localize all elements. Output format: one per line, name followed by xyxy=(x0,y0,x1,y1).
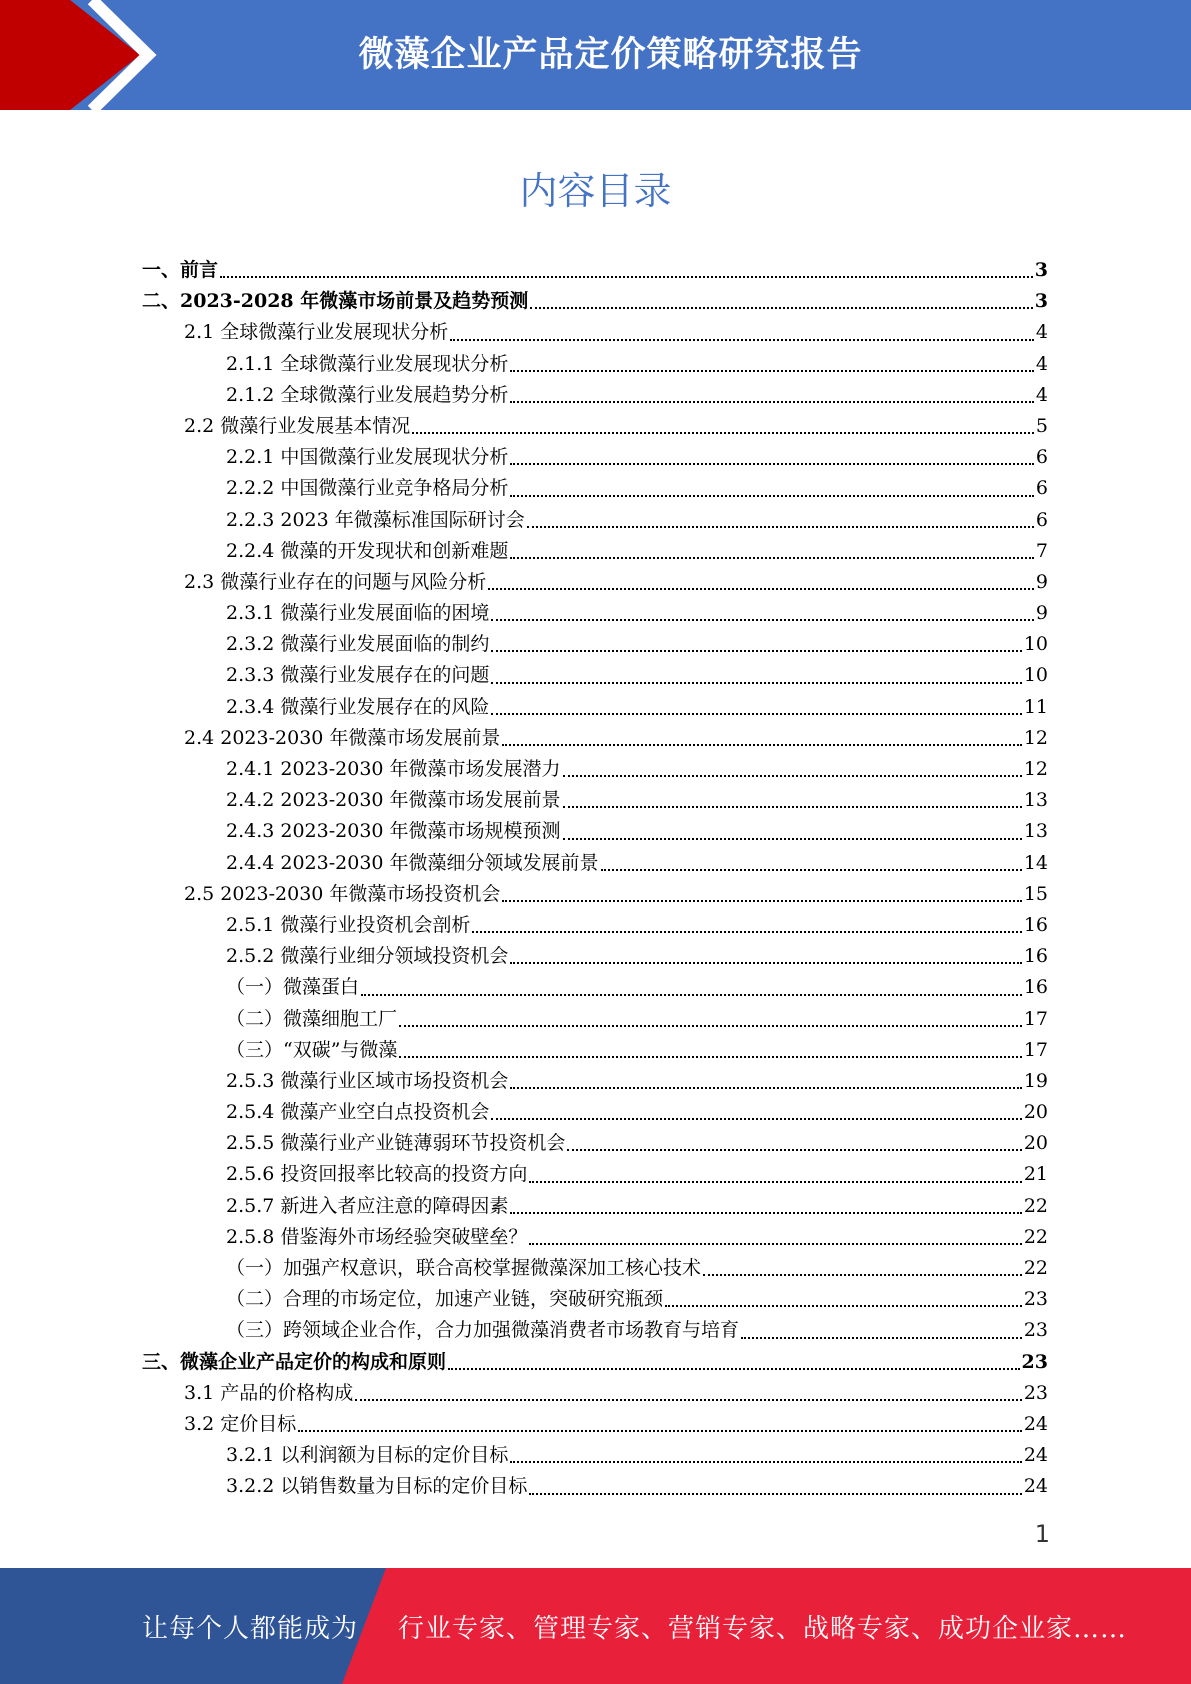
toc-entry[interactable] xyxy=(142,1315,1048,1346)
toc-entry[interactable] xyxy=(142,879,1048,910)
toc-entry-page: 4 xyxy=(1035,383,1048,406)
toc-entry[interactable] xyxy=(142,1222,1048,1253)
toc-dot-leader xyxy=(510,1461,1021,1463)
toc-entry-title: 3.2.1 以利润额为目标的定价目标 xyxy=(226,1444,509,1467)
toc-entry-title: 2.5.3 微藻行业区域市场投资机会 xyxy=(226,1069,509,1092)
toc-dot-leader xyxy=(220,276,1033,278)
toc-entry-title: 一、前言 xyxy=(142,259,219,281)
toc-dot-leader xyxy=(491,650,1021,652)
toc-dot-leader xyxy=(491,619,1034,621)
toc-entry-page: 13 xyxy=(1023,820,1048,843)
toc-entry-title: 2.4.1 2023-2030 年微藻市场发展潜力 xyxy=(226,758,561,780)
toc-entry-page: 23 xyxy=(1023,1381,1048,1404)
toc-entry-title: 2.1.2 全球微藻行业发展趋势分析 xyxy=(226,383,509,406)
toc-entry-page: 14 xyxy=(1023,851,1048,874)
toc-entry-page: 16 xyxy=(1023,976,1048,999)
toc-entry-page: 9 xyxy=(1035,570,1048,593)
toc-entry[interactable] xyxy=(142,411,1048,442)
toc-entry[interactable] xyxy=(142,1097,1048,1128)
toc-entry[interactable] xyxy=(142,754,1048,785)
toc-entry[interactable] xyxy=(142,1004,1048,1035)
toc-entry-page: 22 xyxy=(1023,1257,1048,1279)
toc-entry[interactable] xyxy=(142,1253,1048,1284)
toc-entry-page: 3 xyxy=(1034,290,1048,313)
toc-dot-leader xyxy=(491,682,1021,684)
page-number: 1 xyxy=(1034,1520,1050,1548)
toc-entry-page: 10 xyxy=(1023,664,1048,687)
header-band xyxy=(0,0,1191,110)
toc-entry[interactable] xyxy=(142,1378,1048,1409)
toc-dot-leader xyxy=(510,370,1034,372)
toc-entry-page: 9 xyxy=(1035,602,1048,625)
toc-entry-page: 4 xyxy=(1035,352,1048,375)
toc-dot-leader xyxy=(567,1149,1021,1151)
toc-entry-page: 5 xyxy=(1035,414,1048,437)
toc-entry[interactable] xyxy=(142,941,1048,972)
toc-dot-leader xyxy=(529,1493,1021,1495)
toc-entry-title: 3.2 定价目标 xyxy=(184,1412,297,1435)
toc-dot-leader xyxy=(510,401,1034,403)
toc-entry-page: 20 xyxy=(1023,1132,1048,1155)
toc-entry[interactable] xyxy=(142,785,1048,816)
toc-entry-title: 2.4.2 2023-2030 年微藻市场发展前景 xyxy=(226,789,561,812)
toc-entry-page: 6 xyxy=(1035,446,1048,469)
toc-entry-title: 2.5.5 微藻行业产业链薄弱环节投资机会 xyxy=(226,1132,566,1155)
report-title: 微藻企业产品定价策略研究报告 xyxy=(358,35,863,75)
toc-entry[interactable] xyxy=(142,505,1048,536)
toc-entry-page: 11 xyxy=(1023,695,1048,718)
footer-slogan-left: 让每个人都能成为 xyxy=(142,1613,359,1644)
toc-entry[interactable] xyxy=(142,1191,1048,1222)
toc-entry-title: （三）跨领域企业合作，合力加强微藻消费者市场教育与培育 xyxy=(226,1319,740,1342)
toc-entry-title: 2.1 全球微藻行业发展现状分析 xyxy=(184,321,449,344)
toc-entry-title: （一）加强产权意识，联合高校掌握微藻深加工核心技术 xyxy=(226,1257,702,1279)
toc-entry-title: （二）合理的市场定位，加速产业链，突破研究瓶颈 xyxy=(226,1288,664,1311)
toc-entry-title: 2.2.2 中国微藻行业竞争格局分析 xyxy=(226,477,509,500)
toc-entry[interactable] xyxy=(142,1284,1048,1315)
toc-entry-page: 20 xyxy=(1023,1101,1048,1124)
toc-entry[interactable] xyxy=(142,473,1048,504)
toc-entry[interactable] xyxy=(142,1035,1048,1066)
toc-entry[interactable] xyxy=(142,1066,1048,1097)
toc-entry-page: 23 xyxy=(1021,1350,1048,1373)
toc-entry-title: （二）微藻细胞工厂 xyxy=(226,1007,398,1030)
toc-dot-leader xyxy=(448,1368,1020,1370)
footer-band xyxy=(0,1568,1191,1684)
footer-slogan-right: 行业专家、管理专家、营销专家、战略专家、成功企业家…… xyxy=(398,1613,1128,1644)
toc-dot-leader xyxy=(450,339,1034,341)
toc-dot-leader xyxy=(399,1056,1021,1058)
toc-entry[interactable] xyxy=(142,317,1048,348)
toc-dot-leader xyxy=(529,1243,1021,1245)
toc-entry[interactable] xyxy=(142,848,1048,879)
toc-entry-page: 17 xyxy=(1023,1038,1048,1061)
toc-entry-page: 22 xyxy=(1023,1194,1048,1217)
toc-entry-title: 2.3.3 微藻行业发展存在的问题 xyxy=(226,664,490,687)
toc-entry[interactable] xyxy=(142,1409,1048,1440)
toc-dot-leader xyxy=(502,900,1021,902)
toc-entry[interactable] xyxy=(142,380,1048,411)
toc-entry-page: 4 xyxy=(1035,321,1048,344)
toc-dot-leader xyxy=(502,744,1021,746)
toc-dot-leader xyxy=(741,1337,1022,1339)
toc-entry-title: 2.5.1 微藻行业投资机会剖析 xyxy=(226,913,471,936)
toc-entry[interactable] xyxy=(142,816,1048,847)
toc-entry-page: 15 xyxy=(1023,882,1048,905)
toc-entry-title: 2.4.3 2023-2030 年微藻市场规模预测 xyxy=(226,820,561,843)
toc-entry-title: 2.5.2 微藻行业细分领域投资机会 xyxy=(226,945,509,968)
toc-entry-title: 2.5.7 新进入者应注意的障碍因素 xyxy=(226,1194,509,1217)
toc-entry-page: 12 xyxy=(1023,726,1048,749)
toc-entry-page: 12 xyxy=(1023,758,1048,780)
toc-entry-page: 16 xyxy=(1023,945,1048,968)
toc-entry-title: 2.5.6 投资回报率比较高的投资方向 xyxy=(226,1163,528,1186)
toc-entry-title: 2.3.4 微藻行业发展存在的风险 xyxy=(226,695,490,718)
toc-dot-leader xyxy=(488,588,1034,590)
toc-dot-leader xyxy=(665,1305,1022,1307)
toc-entry-page: 13 xyxy=(1023,789,1048,812)
toc-entry[interactable] xyxy=(142,567,1048,598)
toc-entry-title: 2.3.2 微藻行业发展面临的制约 xyxy=(226,633,490,656)
toc-entry[interactable] xyxy=(142,692,1048,723)
toc-entry-title: 二、2023-2028 年微藻市场前景及趋势预测 xyxy=(142,290,529,313)
toc-entry-page: 23 xyxy=(1023,1288,1048,1311)
toc-entry-title: 三、微藻企业产品定价的构成和原则 xyxy=(142,1350,447,1373)
toc-dot-leader xyxy=(510,1087,1021,1089)
toc-dot-leader xyxy=(412,432,1034,434)
toc-heading: 内容目录 xyxy=(519,169,672,213)
toc-dot-leader xyxy=(361,994,1022,996)
toc-entry-title: 2.4.4 2023-2030 年微藻细分领域发展前景 xyxy=(226,851,599,874)
toc-entry-title: 2.2 微藻行业发展基本情况 xyxy=(184,414,411,437)
toc-entry-title: 2.4 2023-2030 年微藻市场发展前景 xyxy=(184,726,501,749)
toc-entry[interactable] xyxy=(142,629,1048,660)
toc-dot-leader xyxy=(510,962,1021,964)
toc-dot-leader xyxy=(529,1181,1021,1183)
toc-dot-leader xyxy=(563,838,1022,840)
toc-dot-leader xyxy=(703,1274,1022,1276)
toc-entry-page: 23 xyxy=(1023,1319,1048,1342)
toc-dot-leader xyxy=(399,1025,1022,1027)
toc-entry[interactable] xyxy=(142,972,1048,1003)
toc-entry[interactable] xyxy=(142,1347,1048,1378)
toc-entry-title: （三）“双碳”与微藻 xyxy=(226,1038,398,1061)
toc-entry-title: 2.3.1 微藻行业发展面临的困境 xyxy=(226,602,490,625)
toc-entry-page: 24 xyxy=(1023,1475,1048,1498)
toc-entry-title: 2.1.1 全球微藻行业发展现状分析 xyxy=(226,352,509,375)
toc-entry-page: 19 xyxy=(1023,1069,1048,1092)
toc-entry[interactable] xyxy=(142,442,1048,473)
toc-entry[interactable] xyxy=(142,723,1048,754)
toc-entry-title: 2.2.1 中国微藻行业发展现状分析 xyxy=(226,446,509,469)
toc-dot-leader xyxy=(563,775,1022,777)
toc-entry[interactable] xyxy=(142,1471,1048,1502)
toc-entry-page: 10 xyxy=(1023,633,1048,656)
toc-dot-leader xyxy=(563,806,1022,808)
table-of-contents xyxy=(142,255,1048,1503)
toc-entry-page: 24 xyxy=(1023,1444,1048,1467)
toc-entry-page: 6 xyxy=(1035,477,1048,500)
toc-dot-leader xyxy=(298,1430,1022,1432)
toc-dot-leader xyxy=(527,526,1034,528)
toc-entry-title: 3.1 产品的价格构成 xyxy=(184,1381,354,1404)
toc-dot-leader xyxy=(491,1118,1021,1120)
toc-entry-title: 2.5 2023-2030 年微藻市场投资机会 xyxy=(184,882,501,905)
toc-entry-title: 2.5.8 借鉴海外市场经验突破壁垒？ xyxy=(226,1225,528,1248)
toc-entry[interactable] xyxy=(142,255,1048,286)
toc-dot-leader xyxy=(601,869,1022,871)
toc-entry-page: 24 xyxy=(1023,1412,1048,1435)
toc-entry-title: 2.2.4 微藻的开发现状和创新难题 xyxy=(226,539,509,562)
toc-entry-title: （一）微藻蛋白 xyxy=(226,976,360,999)
toc-entry[interactable] xyxy=(142,598,1048,629)
toc-dot-leader xyxy=(510,495,1034,497)
toc-entry[interactable] xyxy=(142,1440,1048,1471)
toc-dot-leader xyxy=(530,307,1033,309)
toc-entry-page: 7 xyxy=(1035,539,1048,562)
toc-entry-page: 16 xyxy=(1023,913,1048,936)
toc-entry[interactable] xyxy=(142,1159,1048,1190)
toc-entry-page: 17 xyxy=(1023,1007,1048,1030)
toc-entry[interactable] xyxy=(142,286,1048,317)
toc-entry-title: 2.2.3 2023 年微藻标准国际研讨会 xyxy=(226,508,525,531)
toc-entry-title: 2.5.4 微藻产业空白点投资机会 xyxy=(226,1101,490,1124)
toc-entry-page: 22 xyxy=(1023,1225,1048,1248)
toc-dot-leader xyxy=(510,463,1034,465)
toc-dot-leader xyxy=(510,557,1034,559)
toc-entry-title: 3.2.2 以销售数量为目标的定价目标 xyxy=(226,1475,528,1498)
toc-dot-leader xyxy=(355,1399,1022,1401)
toc-entry-page: 3 xyxy=(1034,259,1048,281)
toc-entry[interactable] xyxy=(142,1128,1048,1159)
toc-dot-leader xyxy=(510,1212,1021,1214)
toc-entry[interactable] xyxy=(142,349,1048,380)
toc-entry-title: 2.3 微藻行业存在的问题与风险分析 xyxy=(184,570,487,593)
toc-entry[interactable] xyxy=(142,660,1048,691)
toc-dot-leader xyxy=(472,931,1021,933)
toc-entry-page: 6 xyxy=(1035,508,1048,531)
toc-dot-leader xyxy=(491,713,1021,715)
toc-entry-page: 21 xyxy=(1023,1163,1048,1186)
toc-entry[interactable] xyxy=(142,536,1048,567)
toc-entry[interactable] xyxy=(142,910,1048,941)
